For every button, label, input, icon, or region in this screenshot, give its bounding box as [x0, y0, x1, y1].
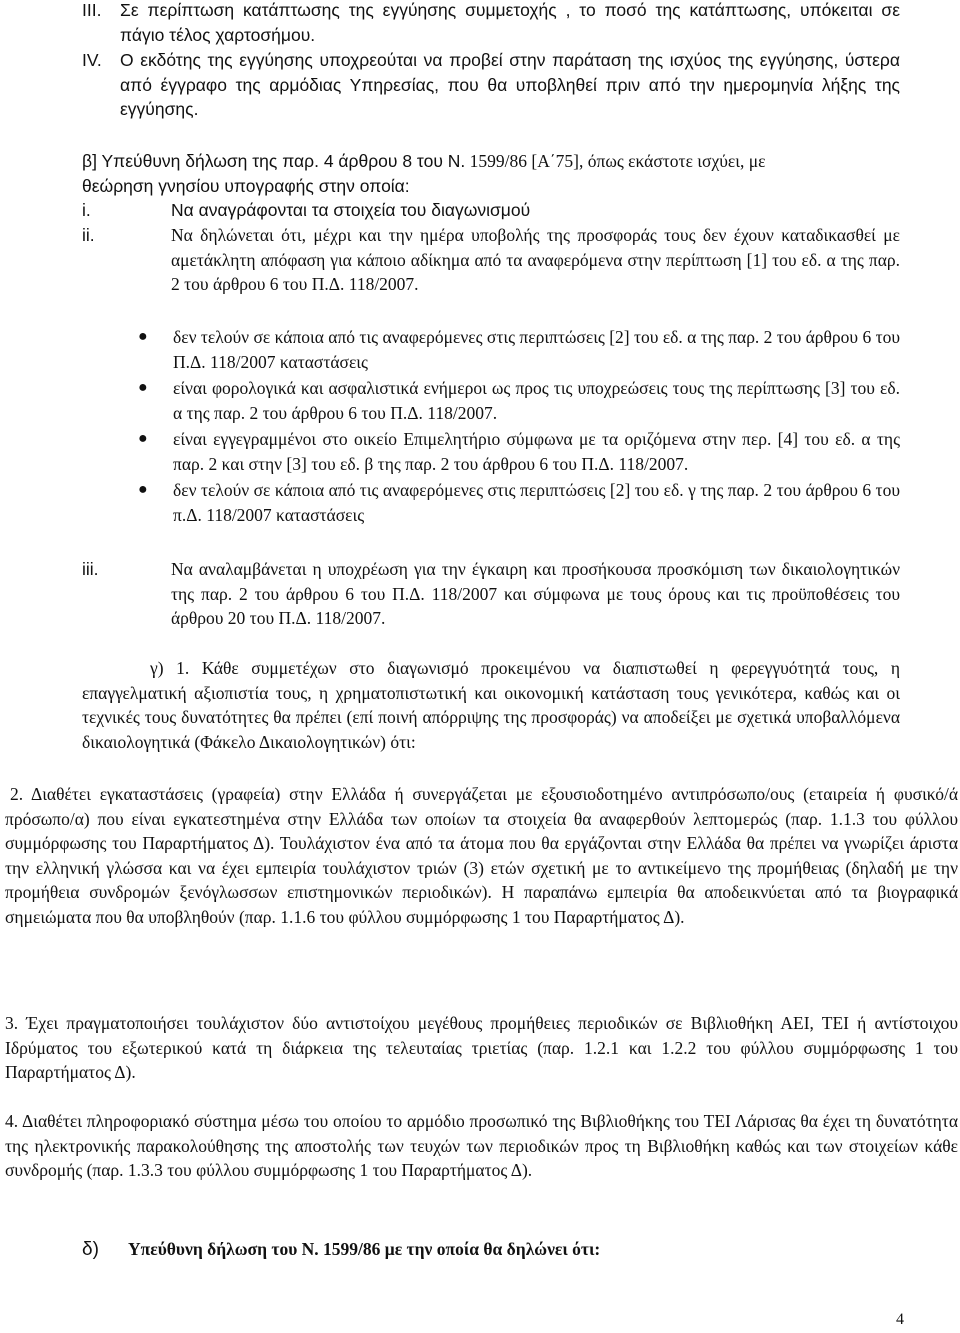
page-number: 4	[896, 1311, 904, 1328]
item-iv	[82, 48, 900, 122]
beta-item-ii-text: Να δηλώνεται ότι, μέχρι και την ημέρα υποβολής της προσφοράς τους δεν έχουν καταδικασθεί με αμετάκλητη απόφαση για κάποιο αδίκημα από τα αναφερόμενα στην περίπτωση [1] του εδ. α της παρ. 2 του άρθρου 6 του Π.Δ. 118/2007.	[171, 225, 900, 294]
bullet-icon: ●	[138, 379, 148, 396]
gamma-point-3	[5, 1011, 958, 1085]
bullet-item	[138, 376, 900, 425]
bullet-text: είναι εγγεγραμμένοι στο οικείο Επιμελητήριο σύμφωνα με τα οριζόμενα στην περ. [4] του εδ. α της παρ. 2 και στην [3] του εδ. β της παρ. 2 του άρθρου 6 του Π.Δ. 118/2007.	[173, 429, 900, 474]
beta-item-ii-label: ii.	[82, 225, 95, 245]
item-iii-label: III.	[82, 0, 102, 20]
beta-item-i	[82, 198, 900, 223]
beta-item-iii-label: iii.	[82, 559, 99, 579]
beta-item-i-label: i.	[82, 200, 91, 220]
gamma-point-4-text: 4. Διαθέτει πληροφοριακό σύστημα μέσω του οποίου το αρμόδιο προσωπικό της Βιβλιοθήκης του ΤΕΙ Λάρισας θα έχει τη δυνατότητα της ηλεκτρονικής παρακολούθησης της αποστολής των τευχών των περιοδικών προς τη Βιβλιοθήκη καθώς και των στοιχείων κάθε συνδρομής (παρ. 1.3.3 του φύλλου συμμόρφωσης 1 του Παραρτήματος Δ).	[5, 1111, 958, 1180]
bullet-icon: ●	[138, 430, 148, 447]
gamma-point-3-text: 3. Έχει πραγματοποιήσει τουλάχιστον δύο αντιστοίχου μεγέθους προμήθειες περιοδικών σε Βιβλιοθήκη ΑΕΙ, ΤΕΙ ή αντίστοιχου Ιδρύματος του εξωτερικού κατά τη διάρκεια της τελευταίας τριετίας (παρ. 1.2.1 και 1.2.2 του φύλλου συμμόρφωσης 1 του Παραρτήματος Δ).	[5, 1013, 958, 1082]
gamma-point-4	[5, 1109, 958, 1183]
gamma-point-2	[5, 782, 958, 929]
delta-text: Υπεύθυνη δήλωση του Ν. 1599/86 με την οποία θα δηλώνει ότι:	[128, 1239, 601, 1259]
bullet-text: δεν τελούν σε κάποια από τις αναφερόμενες στις περιπτώσεις [2] του εδ. γ της παρ. 2 του άρθρου 6 του π.Δ. 118/2007 καταστάσεις	[173, 480, 900, 525]
bullet-text: δεν τελούν σε κάποια από τις αναφερόμενες στις περιπτώσεις [2] του εδ. α της παρ. 2 του άρθρου 6 του Π.Δ. 118/2007 καταστάσεις	[173, 327, 901, 372]
delta-heading	[82, 1237, 900, 1263]
delta-label: δ)	[82, 1239, 99, 1260]
beta-intro-serif: 1599/86 [Α΄75], όπως εκάστοτε ισχύει, με	[465, 151, 766, 171]
beta-intro	[82, 149, 900, 198]
beta-bullet-list	[138, 325, 900, 527]
beta-item-i-text: Να αναγράφονται τα στοιχεία του διαγωνισμού	[171, 200, 531, 220]
beta-intro-line2: θεώρηση γνησίου υπογραφής στην οποία:	[82, 175, 410, 196]
beta-intro-line1	[82, 149, 900, 174]
gamma-point-2-text: 2. Διαθέτει εγκαταστάσεις (γραφεία) στην Ελλάδα ή συνεργάζεται με εξουσιοδοτημένο αντιπρόσωπο/ους (εταιρεία ή φυσικό/ά πρόσωπο/α) που είναι εγκατεστημένα στην Ελλάδα των οποίων τα στοιχεία θα αναφερθούν λεπτομερώς (παρ. 1.1.3 του φύλλου συμμόρφωσης του Παραρτήματος Δ). Τουλάχιστον ένα από τα άτομα που θα εργάζονται στην Ελλάδα θα πρέπει να γνωρίζει άριστα την ελληνική γλώσσα και να έχει εμπειρία τουλάχιστον τριών (3) ετών σχετική με το αντικείμενο της προμήθειας (δηλαδή με την προμήθεια συνδρομών ξενόγλωσσων επιστημονικών περιοδικών). Η παραπάνω εμπειρία θα αποδεικνύεται από τα βιογραφικά σημειώματα που θα υποβληθούν (παρ. 1.1.6 του φύλλου συμμόρφωσης 1 του Παραρτήματος Δ).	[5, 784, 958, 927]
item-iv-text: Ο εκδότης της εγγύησης υποχρεούται να προβεί στην παράταση της ισχύος της εγγύησης, ύστερα από έγγραφο της αρμόδιας Υπηρεσίας, που θα υποβληθεί πριν από την ημερομηνία λήξης της εγγύησης.	[120, 50, 900, 119]
beta-item-iii	[82, 557, 900, 631]
bullet-icon: ●	[138, 328, 148, 345]
bullet-item	[138, 427, 900, 476]
bullet-icon: ●	[138, 481, 148, 498]
gamma-paragraph	[82, 656, 900, 754]
bullet-text: είναι φορολογικά και ασφαλιστικά ενήμεροι ως προς τις υποχρεώσεις τους της περίπτωσης [3] του εδ. α της παρ. 2 του άρθρου 6 του Π.Δ. 118/2007.	[173, 378, 900, 423]
gamma-text: γ) 1. Κάθε συμμετέχων στο διαγωνισμό προκειμένου να διαπιστωθεί η φερεγγυότητά τους, η επαγγελματική αξιοπιστία τους, η χρηματοπιστωτική και οικονομική κατάσταση τους γενικότερα, καθώς και οι τεχνικές τους δυνατότητες θα πρέπει (επί ποινή απόρριψης της προσφοράς) να αποδείξει με σχετικά υποβαλλόμενα δικαιολογητικά (Φάκελο Δικαιολογητικών) ότι:	[82, 658, 900, 752]
item-iii	[82, 0, 900, 47]
beta-item-ii	[82, 223, 900, 297]
item-iii-text: Σε περίπτωση κατάπτωσης της εγγύησης συμμετοχής , το ποσό της κατάπτωσης, υπόκειται σε πάγιο τέλος χαρτοσήμου.	[120, 0, 900, 45]
bullet-item	[138, 325, 900, 374]
item-iv-label: IV.	[82, 50, 102, 70]
bullet-item	[138, 478, 900, 527]
beta-intro-sans: β] Υπεύθυνη δήλωση της παρ. 4 άρθρου 8 του Ν.	[82, 151, 466, 171]
beta-item-iii-text: Να αναλαμβάνεται η υποχρέωση για την έγκαιρη και προσήκουσα προσκόμιση των δικαιολογητικών της παρ. 2 του άρθρου 6 του Π.Δ. 118/2007 και σύμφωνα με τους όρους και τις προϋποθέσεις του άρθρου 20 του Π.Δ. 118/2007.	[171, 559, 900, 628]
